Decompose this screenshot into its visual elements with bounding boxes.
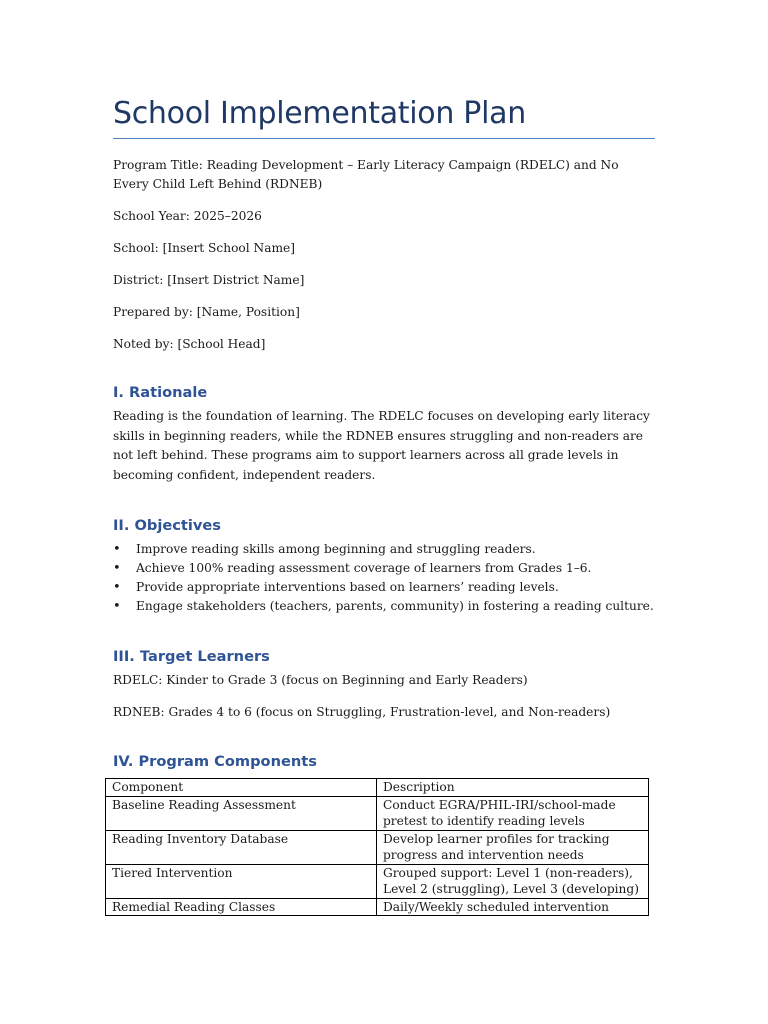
table-header-row — [106, 779, 649, 797]
prepared-by-line: Prepared by: [Name, Position] — [113, 305, 300, 319]
program-components-heading: IV. Program Components — [113, 753, 317, 770]
bullet-icon: • — [113, 580, 121, 595]
objective-text: Improve reading skills among beginning and struggling readers. — [136, 542, 536, 556]
school-year-line: School Year: 2025–2026 — [113, 209, 262, 223]
column-header-description: Description — [377, 779, 649, 797]
district-line: District: [Insert District Name] — [113, 273, 305, 287]
rdneb-target-line: RDNEB: Grades 4 to 6 (focus on Struggling, Frustration-level, and Non-readers) — [113, 705, 611, 719]
document-page — [112, 96, 655, 914]
objective-text: Provide appropriate interventions based on learners’ reading levels. — [136, 580, 559, 594]
description-cell: Grouped support: Level 1 (non-readers), Level 2 (struggling), Level 3 (developing) — [377, 864, 649, 898]
bullet-icon: • — [113, 561, 121, 576]
description-cell: Develop learner profiles for tracking progress and intervention needs — [377, 830, 649, 864]
bullet-icon: • — [113, 542, 121, 557]
rationale-heading: I. Rationale — [113, 384, 208, 401]
table-row — [106, 864, 649, 898]
list-item — [113, 559, 655, 578]
noted-by-line: Noted by: [School Head] — [113, 337, 266, 351]
program-title-line: Program Title: Reading Development – Early Literacy Campaign (RDELC) and No Every Child Left Behind (RDNEB) — [113, 158, 619, 191]
column-header-component: Component — [106, 779, 377, 797]
document-title: School Implementation Plan — [113, 96, 655, 139]
rdelc-target-line: RDELC: Kinder to Grade 3 (focus on Beginning and Early Readers) — [113, 673, 528, 687]
program-meta — [113, 156, 655, 354]
objective-text: Achieve 100% reading assessment coverage of learners from Grades 1–6. — [136, 561, 592, 575]
components-table — [105, 778, 649, 916]
bullet-icon: • — [113, 599, 121, 614]
objective-text: Engage stakeholders (teachers, parents, community) in fostering a reading culture. — [136, 599, 654, 613]
description-cell: Conduct EGRA/PHIL-IRI/school-made pretest to identify reading levels — [377, 796, 649, 830]
table-row — [106, 898, 649, 916]
list-item — [113, 578, 655, 597]
list-item — [113, 540, 655, 559]
objectives-list — [113, 540, 655, 616]
objectives-heading: II. Objectives — [113, 517, 221, 534]
component-cell: Baseline Reading Assessment — [106, 796, 377, 830]
component-cell: Tiered Intervention — [106, 864, 377, 898]
target-learners-heading: III. Target Learners — [113, 648, 270, 665]
rationale-paragraph: Reading is the foundation of learning. The RDELC focuses on developing early literacy skills in beginning readers, while the RDNEB ensures struggling and non-readers are not left behind. These programs aim to support learners across all grade levels in becoming confident, independent readers. — [113, 409, 650, 482]
component-cell: Remedial Reading Classes — [106, 898, 377, 916]
component-cell: Reading Inventory Database — [106, 830, 377, 864]
table-row — [106, 796, 649, 830]
school-line: School: [Insert School Name] — [113, 241, 295, 255]
table-row — [106, 830, 649, 864]
description-cell: Daily/Weekly scheduled intervention — [377, 898, 649, 916]
list-item — [113, 597, 655, 616]
